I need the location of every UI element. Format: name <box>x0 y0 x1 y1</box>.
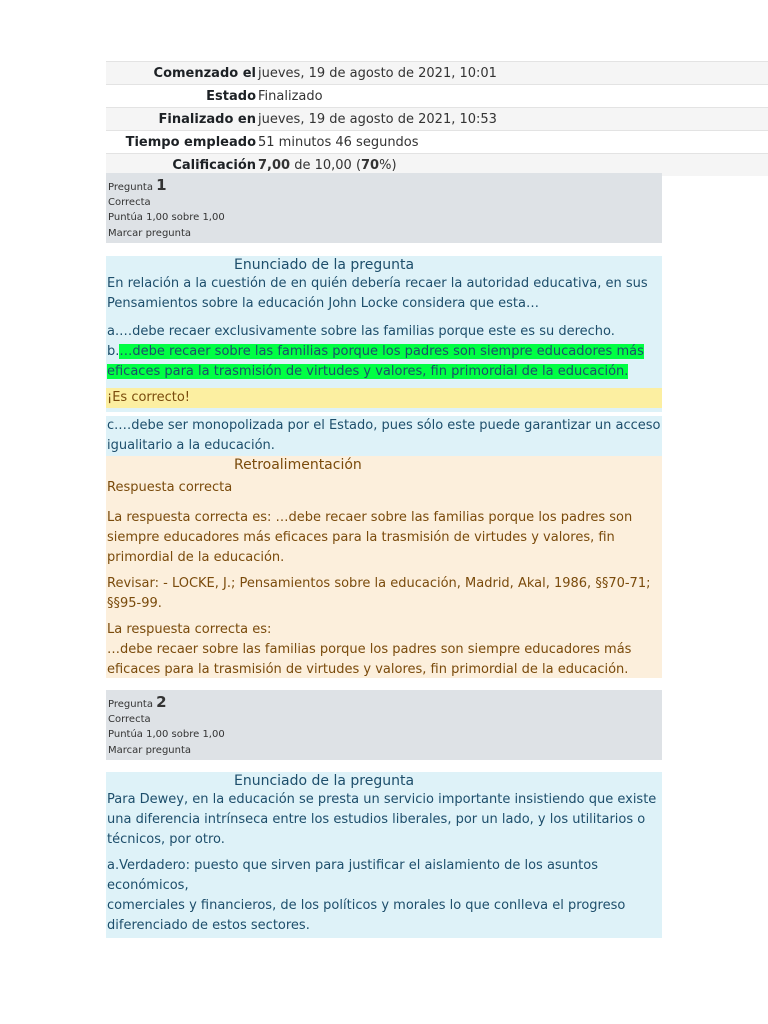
question-1-status: Correcta <box>108 197 151 208</box>
summary-row-started <box>106 61 768 84</box>
question-2-option-a[interactable]: a.Verdadero: puesto que sirven para justificar el aislamiento de los asuntos económicos, <box>107 858 598 893</box>
retro-line-2: La respuesta correcta es: …debe recaer sobre las familias porque los padres son siempre educadores más eficaces para la trasmisión de virtudes y valores, fin primordial de la educación. <box>107 510 633 565</box>
question-2-content <box>106 772 662 938</box>
option-b-prefix: b. <box>107 344 120 359</box>
question-2-status: Correcta <box>108 714 151 725</box>
grade-percent: 70 <box>361 157 380 173</box>
summary-row-state <box>106 84 768 107</box>
finished-label: Finalizado en <box>158 111 256 127</box>
grade-label: Calificación <box>172 157 256 173</box>
finished-value: jueves, 19 de agosto de 2021, 10:53 <box>258 111 497 127</box>
option-b-text: …debe recaer sobre las familias porque los padres son siempre educadores más eficaces para la trasmisión de virtudes y valores, fin primordial de la educación. <box>107 344 644 379</box>
grade-score: 7,00 <box>258 157 291 173</box>
grade-value <box>258 158 397 173</box>
state-label: Estado <box>206 88 256 104</box>
question-2-flag[interactable]: Marcar pregunta <box>108 745 192 756</box>
feedback-correct: ¡Es correcto! <box>107 390 191 405</box>
question-1-stem: En relación a la cuestión de en quién debería recaer la autoridad educativa, en sus Pensamientos sobre la educación John Locke considera que esta… <box>107 276 648 311</box>
question-2-info <box>106 690 662 760</box>
retro-line-1: Respuesta correcta <box>107 480 233 495</box>
question-1-points: Puntúa 1,00 sobre 1,00 <box>108 212 225 223</box>
question-1-info <box>106 173 662 243</box>
question-number: 1 <box>156 176 167 194</box>
question-number: 2 <box>156 693 167 711</box>
summary-row-time <box>106 130 768 153</box>
attempt-summary <box>106 61 768 176</box>
question-1-option-c-block <box>106 416 662 456</box>
question-1-feedback <box>106 388 662 408</box>
retro-header: Retroalimentación <box>234 457 362 473</box>
time-value: 51 minutos 46 segundos <box>258 134 419 150</box>
grade-of: de 10,00 ( <box>290 157 362 173</box>
retro-line-3: Revisar: - LOCKE, J.; Pensamientos sobre la educación, Madrid, Akal, 1986, §§70-71; §§95-99. <box>107 576 651 611</box>
summary-row-finished <box>106 107 768 130</box>
question-1-flag[interactable]: Marcar pregunta <box>108 228 192 239</box>
question-label: Pregunta <box>108 699 157 710</box>
question-2-option-a-cont: comerciales y financieros, de los políticos y morales lo que conlleva el progreso diferenciado de estos sectores. <box>107 898 626 933</box>
question-2-stem-header: Enunciado de la pregunta <box>234 773 415 789</box>
question-2-number <box>108 694 660 713</box>
question-1-option-c[interactable]: c.…debe ser monopolizada por el Estado, pues sólo este puede garantizar un acceso igualitario a la educación. <box>107 418 661 453</box>
time-label: Tiempo empleado <box>125 134 256 150</box>
question-1-stem-header: Enunciado de la pregunta <box>234 257 415 273</box>
state-value: Finalizado <box>258 88 323 104</box>
retro-line-4a: La respuesta correcta es: <box>107 622 272 637</box>
started-label: Comenzado el <box>153 65 256 81</box>
started-value: jueves, 19 de agosto de 2021, 10:01 <box>258 65 497 81</box>
retro-line-4b: …debe recaer sobre las familias porque los padres son siempre educadores más eficaces para la trasmisión de virtudes y valores, fin primordial de la educación. <box>107 642 632 677</box>
grade-tail: %) <box>379 157 397 173</box>
question-2-stem: Para Dewey, en la educación se presta un servicio importante insistiendo que existe una diferencia intrínseca entre los estudios liberales, por un lado, y los utilitarios o técnicos, por otro. <box>107 792 657 847</box>
question-1-option-a[interactable]: a.…debe recaer exclusivamente sobre las familias porque este es su derecho. <box>107 324 615 339</box>
question-1-number <box>108 177 660 196</box>
question-2-points: Puntúa 1,00 sobre 1,00 <box>108 729 225 740</box>
question-1-option-b[interactable] <box>106 342 662 382</box>
question-label: Pregunta <box>108 182 157 193</box>
question-1-retro <box>106 456 662 678</box>
